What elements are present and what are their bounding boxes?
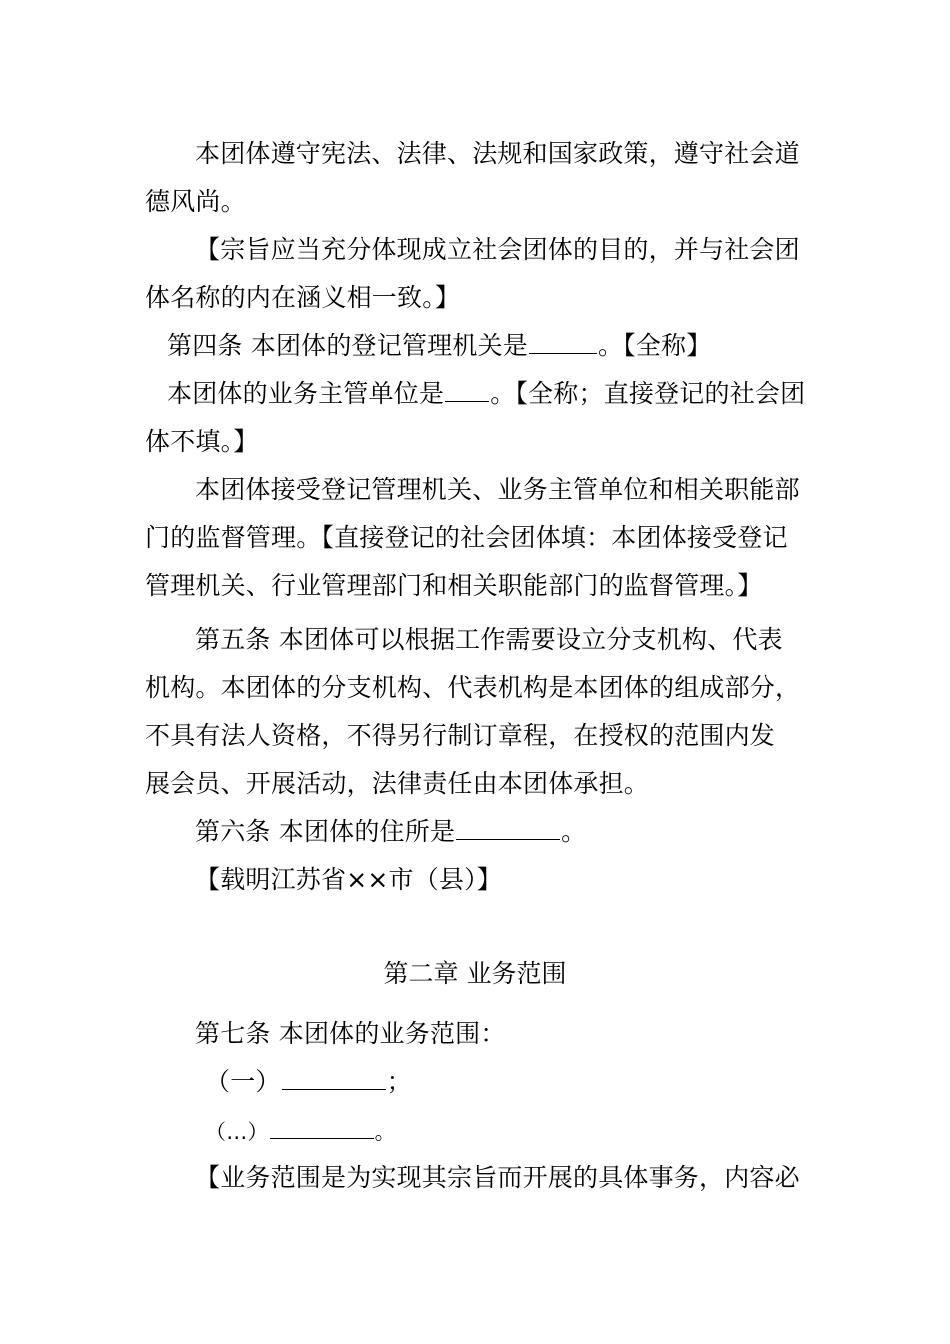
list-item-end: ；	[386, 1067, 412, 1096]
article-6-end: 。	[561, 817, 587, 846]
list-item	[205, 1116, 396, 1148]
article-4-text: 第四条 本团体的登记管理机关是	[167, 331, 528, 360]
paragraph-line: 本团体接受登记管理机关、业务主管单位和相关职能部	[195, 475, 800, 504]
fill-blank	[445, 379, 489, 402]
article-7-line: 第七条 本团体的业务范围：	[195, 1019, 506, 1048]
fill-blank	[270, 1116, 374, 1139]
paragraph-line: 门的监督管理。【直接登记的社会团体填：本团体接受登记	[145, 523, 788, 552]
article-4-registration-line	[167, 330, 711, 362]
article-4-supervisor-note: 。【全称；直接登记的社会团	[490, 379, 806, 408]
fill-blank	[282, 1067, 386, 1090]
list-item-label: （一）	[205, 1067, 281, 1096]
fill-blank	[456, 817, 560, 840]
article-4-note: 。【全称】	[597, 331, 712, 360]
article-5-line: 第五条 本团体可以根据工作需要设立分支机构、代表	[195, 625, 783, 654]
paragraph-line: 机构。本团体的分支机构、代表机构是本团体的组成部分，	[145, 673, 801, 702]
list-item-label: （…）	[205, 1120, 269, 1144]
paragraph-line: 展会员、开展活动，法律责任由本团体承担。	[145, 769, 650, 798]
paragraph-line: 体不填。】	[145, 427, 259, 456]
article-6-note: 【载明江苏省××市（县）】	[195, 865, 502, 894]
article-6-text: 第六条 本团体的住所是	[195, 817, 456, 846]
article-6-line	[195, 816, 586, 848]
paragraph-line: 德风尚。	[145, 187, 246, 216]
list-item	[205, 1066, 412, 1098]
article-4-supervisor-line	[167, 378, 805, 410]
list-item-end: 。	[374, 1120, 396, 1144]
paragraph-line: 不具有法人资格，不得另行制订章程，在授权的范围内发	[145, 721, 776, 750]
fill-blank	[529, 331, 597, 354]
paragraph-line: 本团体遵守宪法、法律、法规和国家政策，遵守社会道	[195, 139, 800, 168]
paragraph-line: 管理机关、行业管理部门和相关职能部门的监督管理。】	[145, 571, 763, 600]
article-4-supervisor-text: 本团体的业务主管单位是	[167, 379, 445, 408]
paragraph-line: 【业务范围是为实现其宗旨而开展的具体事务，内容必	[195, 1163, 800, 1192]
paragraph-line: 体名称的内在涵义相一致。】	[145, 283, 461, 312]
paragraph-line: 【宗旨应当充分体现成立社会团体的目的，并与社会团	[195, 235, 800, 264]
chapter-heading: 第二章 业务范围	[383, 959, 567, 988]
